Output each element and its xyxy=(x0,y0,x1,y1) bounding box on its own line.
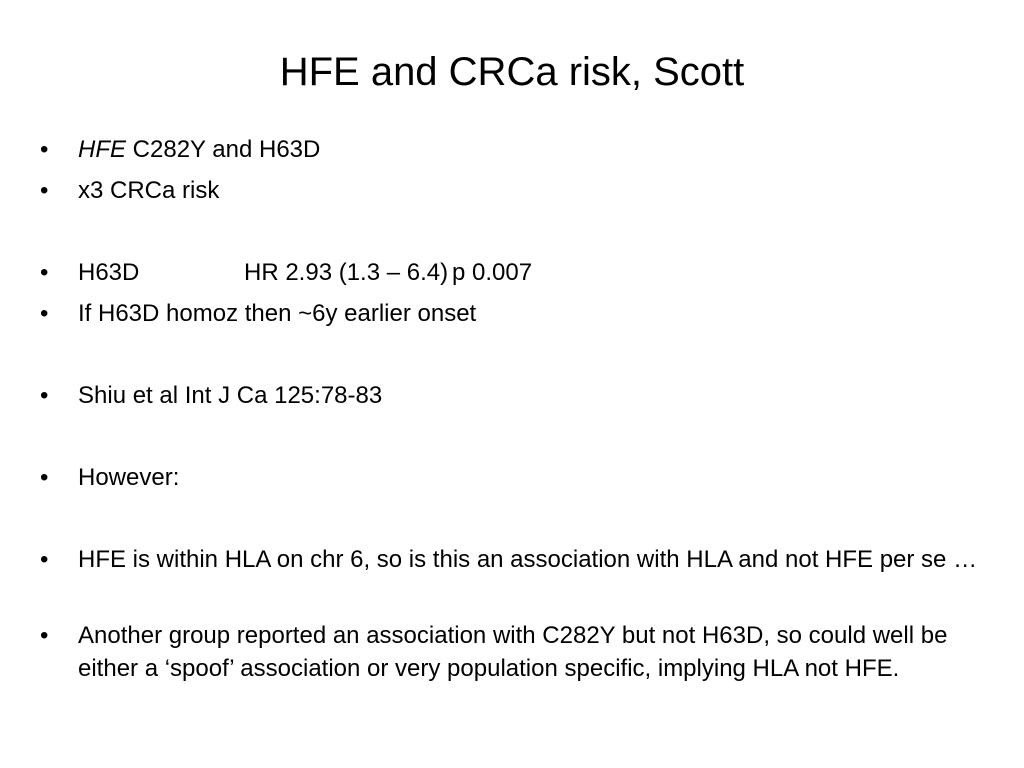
bullet-text: HFE is within HLA on chr 6, so is this an association with HLA and not HFE per se … xyxy=(78,546,978,573)
bullet-hla-association xyxy=(40,543,980,576)
bullet-text: Shiu et al Int J Ca 125:78-83 xyxy=(78,382,383,409)
bullet-marker: • xyxy=(40,546,49,573)
bullet-other-group xyxy=(40,619,980,685)
bullet-marker: • xyxy=(40,300,49,327)
slide-title: HFE and CRCa risk, Scott xyxy=(279,50,745,94)
bullet-citation xyxy=(40,379,980,412)
bullet-hfe-variants xyxy=(40,133,980,166)
bullet-text: C282Y and H63D xyxy=(126,136,321,163)
bullet-text: x3 CRCa risk xyxy=(78,177,220,204)
p-value: p 0.007 xyxy=(452,259,533,286)
bullet-marker: • xyxy=(40,136,49,163)
bullet-earlier-onset xyxy=(40,297,980,330)
bullet-h63d-hazard-ratio xyxy=(40,256,980,289)
bullet-marker: • xyxy=(40,464,49,491)
bullet-crca-risk xyxy=(40,174,980,207)
bullet-marker: • xyxy=(40,259,49,286)
bullet-text: Another group reported an association with C282Y but not H63D, so could well be either a ‘spoof’ association or very population specific, implying HLA not HFE. xyxy=(78,622,948,682)
hfe-gene-italic: HFE xyxy=(78,136,126,163)
bullet-marker: • xyxy=(40,622,49,649)
hazard-ratio: HR 2.93 (1.3 – 6.4) xyxy=(244,259,449,286)
bullet-marker: • xyxy=(40,382,49,409)
bullet-text: If H63D homoz then ~6y earlier onset xyxy=(78,300,477,327)
bullet-marker: • xyxy=(40,177,49,204)
bullet-text: However: xyxy=(78,464,180,491)
bullet-however xyxy=(40,461,980,494)
variant-label: H63D xyxy=(78,259,140,286)
